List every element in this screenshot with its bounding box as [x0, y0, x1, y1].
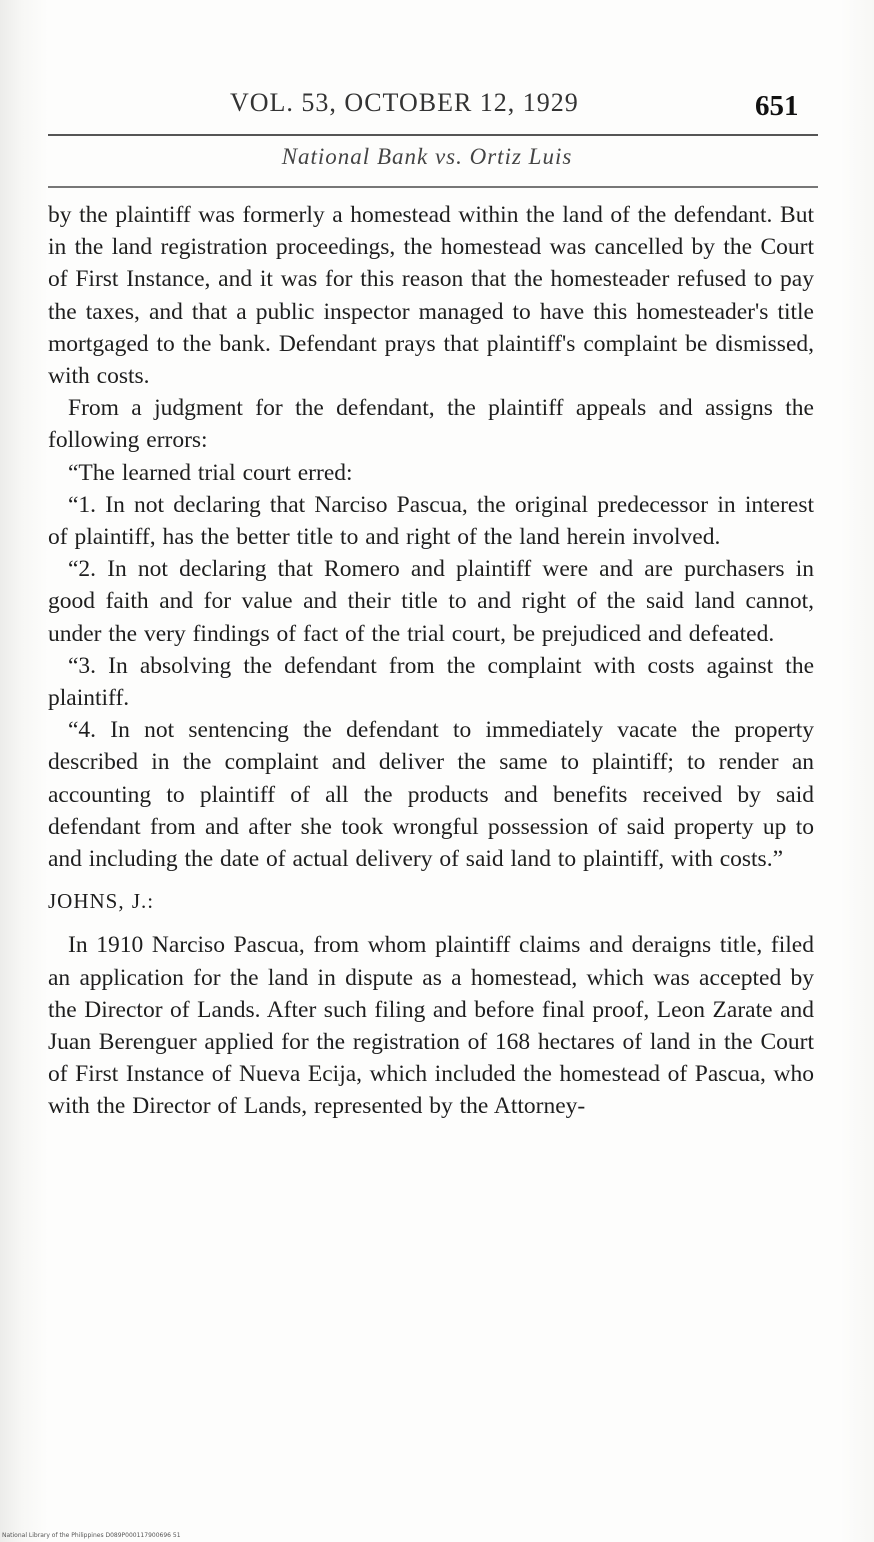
paragraph-error-1: “1. In not declaring that Narciso Pascua, the original predecessor in interest of plaintiff, has the better title to and right of the land herein involved.: [48, 491, 814, 551]
paragraph-appeal: From a judgment for the defendant, the plaintiff appeals and assigns the following errors:: [48, 395, 814, 454]
library-stamp: National Library of the Philippines D089P000117900696 51: [2, 1532, 181, 1539]
paragraph-error-4: “4. In not sentencing the defendant to immediately vacate the property described in the complaint and deliver the same to plaintiff; to render an accounting to plaintiff of all the products and benefits received by said defendant from and after she took wrongful possession of said property up to and including the date of actual delivery of said land to plaintiff, with costs.”: [48, 717, 814, 873]
paragraph-continuation: by the plaintiff was formerly a homestead within the land of the defendant. But in the land registration proceedings, the homestead was cancelled by the Court of First Instance, and it was for this reason that the homesteader refused to pay the taxes, and that a public inspector managed to have this homesteader's title mortgaged to the bank. Defendant prays that plaintiff's complaint be dismissed, with costs.: [48, 202, 814, 390]
paragraph-errors-intro: “The learned trial court erred:: [68, 459, 353, 486]
header-rule-bottom: [48, 186, 818, 188]
body-text: [48, 199, 814, 1123]
running-head: [0, 88, 874, 128]
paragraph-error-3: “3. In absolving the defendant from the complaint with costs against the plaintiff.: [48, 652, 814, 712]
paragraph-opinion: In 1910 Narciso Pascua, from whom plaintiff claims and deraigns title, filed an application for the land in dispute as a homestead, which was accepted by the Director of Lands. After such filing and before final proof, Leon Zarate and Juan Berenguer applied for the registration of 168 hectares of land in the Court of First Instance of Nueva Ecija, which included the homestead of Pascua, who with the Director of Lands, represented by the Attorney-: [48, 932, 814, 1120]
volume-date: VOL. 53, OCTOBER 12, 1929: [230, 88, 579, 117]
page-number: 651: [755, 90, 799, 122]
header-rule-top: [48, 134, 818, 136]
case-title: [0, 144, 874, 170]
case-title-text: National Bank vs. Ortiz Luis: [281, 144, 573, 169]
opinion-author: JOHNS, J.:: [48, 889, 155, 914]
paragraph-error-2: “2. In not declaring that Romero and plaintiff were and are purchasers in good faith and for value and their title to and right of the said land cannot, under the very findings of fact of the trial court, be prejudiced and defeated.: [48, 556, 814, 647]
